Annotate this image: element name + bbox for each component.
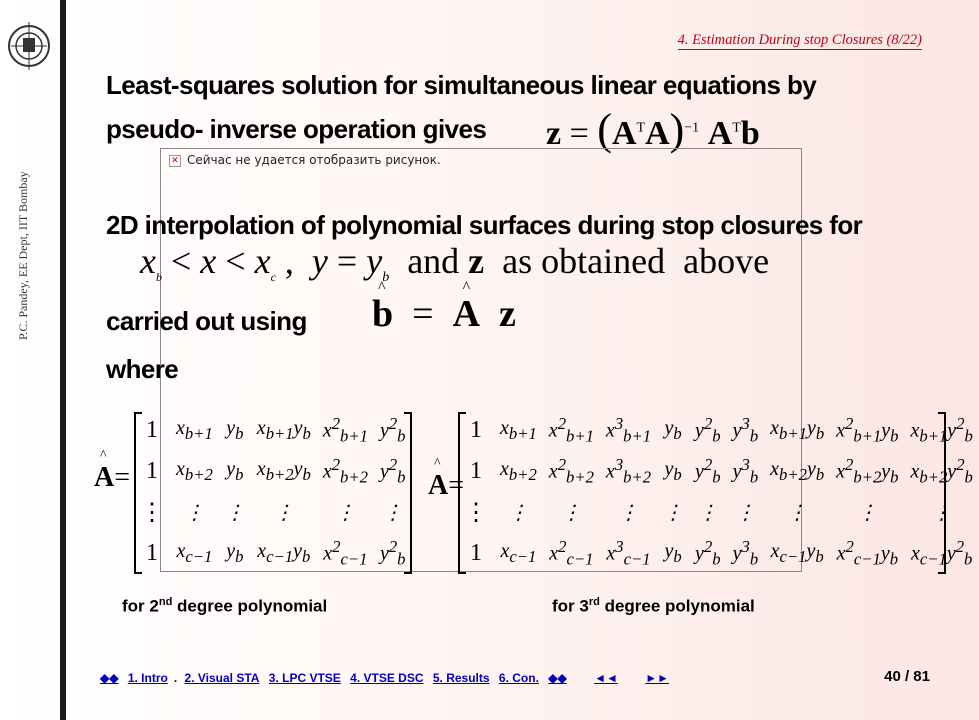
text-line-4: carried out using	[106, 306, 307, 336]
caption-3rd-degree: for 3rd degree polynomial	[552, 596, 755, 616]
text-line-2: pseudo- inverse operation gives	[106, 114, 487, 144]
author-label: P.C. Pandey, EE Dept, IIT Bombay	[16, 171, 30, 340]
matrix-a-hat-3rd-label: ^ A=	[428, 456, 465, 501]
nav-last-button[interactable]: ◆◆	[548, 671, 567, 685]
matrix-2nd-degree: 1 $x_{b+1}$ $y_b$ $x_{b+1}y_b$ $x^2_{b+1}$ $y^2_b$ 1 $x_{b+2}$ $y_b$ $x_{b+2}y_b$ $x^2_{b+2}$ $y^2_b$ ⋮ ⋮ ⋮ ⋮ ⋮ ⋮ 1 $x_{c-1}$ $y_b$ $x_{c-1}y_b$ $x^2_{c-1}$ $y^2_b$	[140, 414, 406, 569]
slide-title: 4. Estimation During stop Closures (8/22)	[677, 32, 922, 48]
broken-image-notice	[169, 153, 441, 167]
nav-item-visual-sta[interactable]: 2. Visual STA	[184, 671, 260, 685]
text-line-3: 2D interpolation of polynomial surfaces during stop closures for	[106, 210, 863, 240]
nav-item-results[interactable]: 5. Results	[432, 671, 490, 685]
matrix-a-hat-2nd-label: ^ A=	[94, 448, 131, 493]
placeholder-text: Сейчас не удается отобразить рисунок.	[187, 153, 441, 167]
condition-equation: $x_b < x < x_c$ , $y = y_b$ and z as obtained above	[140, 241, 770, 286]
nav-item-con[interactable]: 6. Con.	[498, 671, 539, 685]
pseudo-inverse-equation: $z = (A^TA)^{-1}$ $A^Tb$	[546, 105, 760, 154]
nav-next-button[interactable]: ►►	[645, 671, 669, 685]
nav-item-vtse-dsc[interactable]: 4. VTSE DSC	[350, 671, 424, 685]
slide-navigation: ◆◆ 1. Intro . 2. Visual STA 3. LPC VTSE 4. VTSE DSC 5. Results 6. Con. ◆◆ ◄◄ ►►	[100, 671, 669, 685]
broken-image-icon: ✕	[169, 155, 181, 167]
page-number: 40 / 81	[884, 668, 930, 685]
sidebar-divider	[60, 0, 66, 720]
matrix-3rd-degree: 1 $x_{b+1}$ $x^2_{b+1}$ $x^3_{b+1}$ $y_b$ $y^2_b$ $y^3_b$ $x_{b+1}y_b$ $x^2_{b+1}y_b$ $x_{b+1}y^2_b$ 1 $x_{b+2}$ $x^2_{b+2}$ $x^3_{b+2}$ $y_b$ $y^2_b$ $y^3_b$ $x_{b+2}y_b$ $x^2_{b+2}y_b$ $x_{b+2}y^2_b$ ⋮ ⋮ ⋮ ⋮ ⋮ ⋮ ⋮ ⋮ ⋮ ⋮ 1 $x_{c-1}$ $x^2_{c-1}$ $x^3_{c-1}$ $y_b$ $y^2_b$ $y^3_b$ $x_{c-1}y_b$ $x^2_{c-1}y_b$ $x_{c-1}y^2_b$	[464, 414, 973, 569]
interpolation-equation: ^ b = ^ A z	[372, 279, 516, 335]
nav-item-intro[interactable]: 1. Intro	[127, 671, 168, 685]
text-line-1: Least-squares solution for simultaneous linear equations by	[106, 70, 817, 100]
nav-first-button[interactable]: ◆◆	[100, 671, 119, 685]
caption-2nd-degree: for 2nd degree polynomial	[122, 596, 328, 616]
nav-item-lpc-vtse[interactable]: 3. LPC VTSE	[268, 671, 341, 685]
text-line-5: where	[106, 354, 179, 384]
nav-prev-button[interactable]: ◄◄	[594, 671, 618, 685]
